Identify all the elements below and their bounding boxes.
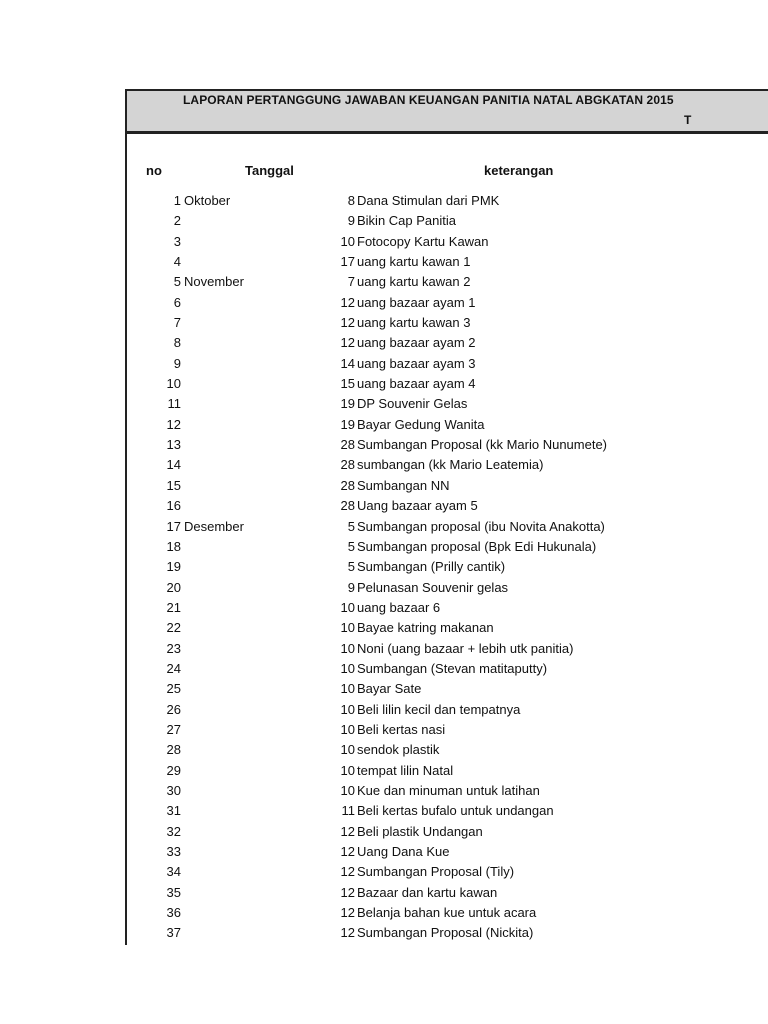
row-day: 10 [340,660,355,676]
row-number: 30 [166,782,181,798]
row-description: Noni (uang bazaar + lebih utk panitia) [357,640,574,656]
table-row [127,600,768,620]
row-day: 10 [340,782,355,798]
row-description: Dana Stimulan dari PMK [357,193,500,208]
title-band [127,89,768,134]
row-day: 7 [347,274,355,290]
table-row [127,437,768,457]
row-description: uang kartu kawan 3 [357,315,471,331]
row-number: 2 [173,213,181,229]
row-day: 10 [340,599,355,615]
row-number: 17 [166,518,181,534]
row-number: 26 [166,701,181,717]
table-row [127,763,768,783]
row-day: 5 [347,559,355,575]
row-description: uang kartu kawan 2 [357,274,471,290]
row-description: Belanja bahan kue untuk acara [357,905,537,921]
row-day: 10 [340,721,355,737]
row-day: 14 [340,355,355,371]
header-tanggal: Tanggal [245,163,294,178]
row-day: 19 [340,416,355,432]
row-description: Fotocopy Kartu Kawan [357,233,489,249]
table-row [127,661,768,681]
row-description: Pelunasan Souvenir gelas [357,579,509,595]
row-number: 16 [166,498,181,514]
row-day: 12 [340,864,355,880]
row-number: 29 [166,762,181,778]
row-day: 10 [340,640,355,656]
table-row [127,356,768,376]
row-description: Uang Dana Kue [357,844,450,859]
table-row [127,498,768,518]
row-description: Sumbangan NN [357,477,450,493]
row-number: 32 [166,823,181,839]
row-month: November [184,274,244,290]
row-number: 15 [166,477,181,493]
table-row [127,824,768,844]
row-description: tempat lilin Natal [357,762,454,778]
row-description: Sumbangan (Prilly cantik) [357,559,506,575]
row-month: Desember [184,518,244,534]
header-keterangan: keterangan [484,163,554,178]
table-row [127,213,768,233]
row-day: 10 [340,233,355,249]
table-row [127,681,768,701]
row-day: 10 [340,762,355,778]
row-day: 12 [340,315,355,331]
table-row [127,417,768,437]
table-row [127,864,768,884]
row-description: uang bazaar ayam 1 [357,294,476,310]
table-row [127,844,768,864]
row-description: sendok plastik [357,742,440,758]
row-description: Bayar Sate [357,681,422,697]
row-number: 10 [166,376,181,392]
row-description: Sumbangan proposal (Bpk Edi Hukunala) [357,538,597,554]
row-description: Sumbangan Proposal (kk Mario Nunumete) [357,437,608,453]
row-day: 5 [347,518,355,534]
row-description: DP Souvenir Gelas [357,396,468,412]
table-row [127,885,768,905]
row-day: 15 [340,376,355,392]
row-description: Beli kertas nasi [357,721,446,737]
row-number: 36 [166,905,181,921]
row-number: 33 [166,844,181,859]
row-day: 17 [340,254,355,270]
row-number: 22 [166,620,181,636]
table-row [127,234,768,254]
header-no: no [146,163,162,178]
row-day: 9 [347,579,355,595]
row-day: 10 [340,620,355,636]
row-day: 28 [340,477,355,493]
row-description: Sumbangan Proposal (Nickita) [357,925,534,941]
row-description: uang bazaar ayam 2 [357,335,476,351]
row-number: 14 [166,457,181,473]
row-description: Beli kertas bufalo untuk undangan [357,803,554,819]
row-description: Bikin Cap Panitia [357,213,456,229]
row-number: 34 [166,864,181,880]
row-day: 11 [341,803,355,819]
row-day: 10 [340,742,355,758]
spreadsheet [125,89,768,945]
row-day: 12 [340,905,355,921]
report-title-line2: T [684,113,692,127]
row-description: uang bazaar 6 [357,599,441,615]
row-description: sumbangan (kk Mario Leatemia) [357,457,544,473]
row-number: 35 [166,884,181,900]
row-description: uang bazaar ayam 3 [357,355,476,371]
table-row [127,539,768,559]
row-day: 5 [347,538,355,554]
row-number: 23 [166,640,181,656]
table-row [127,620,768,640]
row-number: 24 [166,660,181,676]
table-body [127,193,768,946]
row-number: 1 [173,193,181,208]
row-day: 28 [340,498,355,514]
row-day: 10 [340,681,355,697]
table-row [127,641,768,661]
table-row [127,905,768,925]
row-description: Sumbangan proposal (ibu Novita Anakotta) [357,518,605,534]
table-row [127,315,768,335]
table-row [127,254,768,274]
row-day: 28 [340,437,355,453]
row-day: 28 [340,457,355,473]
row-number: 5 [173,274,181,290]
row-number: 21 [166,599,181,615]
row-number: 7 [173,315,181,331]
table-row [127,742,768,762]
row-description: Kue dan minuman untuk latihan [357,782,540,798]
table-row [127,376,768,396]
report-title: LAPORAN PERTANGGUNG JAWABAN KEUANGAN PANITIA NATAL ABGKATAN 2015 [183,93,674,107]
row-description: Bazaar dan kartu kawan [357,884,498,900]
row-day: 8 [347,193,355,208]
row-month: Oktober [184,193,231,208]
row-number: 11 [167,396,181,412]
row-description: Sumbangan Proposal (Tily) [357,864,515,880]
row-number: 18 [166,538,181,554]
table-row [127,559,768,579]
table-row [127,803,768,823]
row-description: Uang bazaar ayam 5 [357,498,478,514]
row-number: 3 [173,233,181,249]
row-description: Bayar Gedung Wanita [357,416,485,432]
row-number: 8 [173,335,181,351]
row-number: 12 [166,416,181,432]
table-row [127,519,768,539]
row-day: 12 [340,925,355,941]
table-row [127,295,768,315]
row-day: 12 [340,335,355,351]
row-day: 12 [340,844,355,859]
row-day: 12 [340,823,355,839]
row-number: 31 [166,803,181,819]
row-description: Bayae katring makanan [357,620,494,636]
row-description: Sumbangan (Stevan matitaputty) [357,660,548,676]
row-day: 10 [340,701,355,717]
table-row [127,396,768,416]
row-number: 25 [166,681,181,697]
table-row [127,925,768,945]
table-row [127,702,768,722]
table-row [127,193,768,213]
row-number: 20 [166,579,181,595]
row-number: 4 [173,254,181,270]
row-description: uang kartu kawan 1 [357,254,471,270]
row-day: 12 [340,884,355,900]
row-day: 9 [347,213,355,229]
row-number: 9 [173,355,181,371]
row-number: 6 [173,294,181,310]
table-row [127,783,768,803]
row-description: Beli plastik Undangan [357,823,483,839]
row-day: 12 [340,294,355,310]
table-row [127,580,768,600]
row-number: 27 [166,721,181,737]
row-description: Beli lilin kecil dan tempatnya [357,701,521,717]
row-day: 19 [340,396,355,412]
row-description: uang bazaar ayam 4 [357,376,476,392]
table-row [127,335,768,355]
table-row [127,457,768,477]
table-row [127,478,768,498]
table-row [127,274,768,294]
row-number: 13 [166,437,181,453]
row-number: 28 [166,742,181,758]
table-row [127,722,768,742]
row-number: 19 [166,559,181,575]
row-number: 37 [166,925,181,941]
